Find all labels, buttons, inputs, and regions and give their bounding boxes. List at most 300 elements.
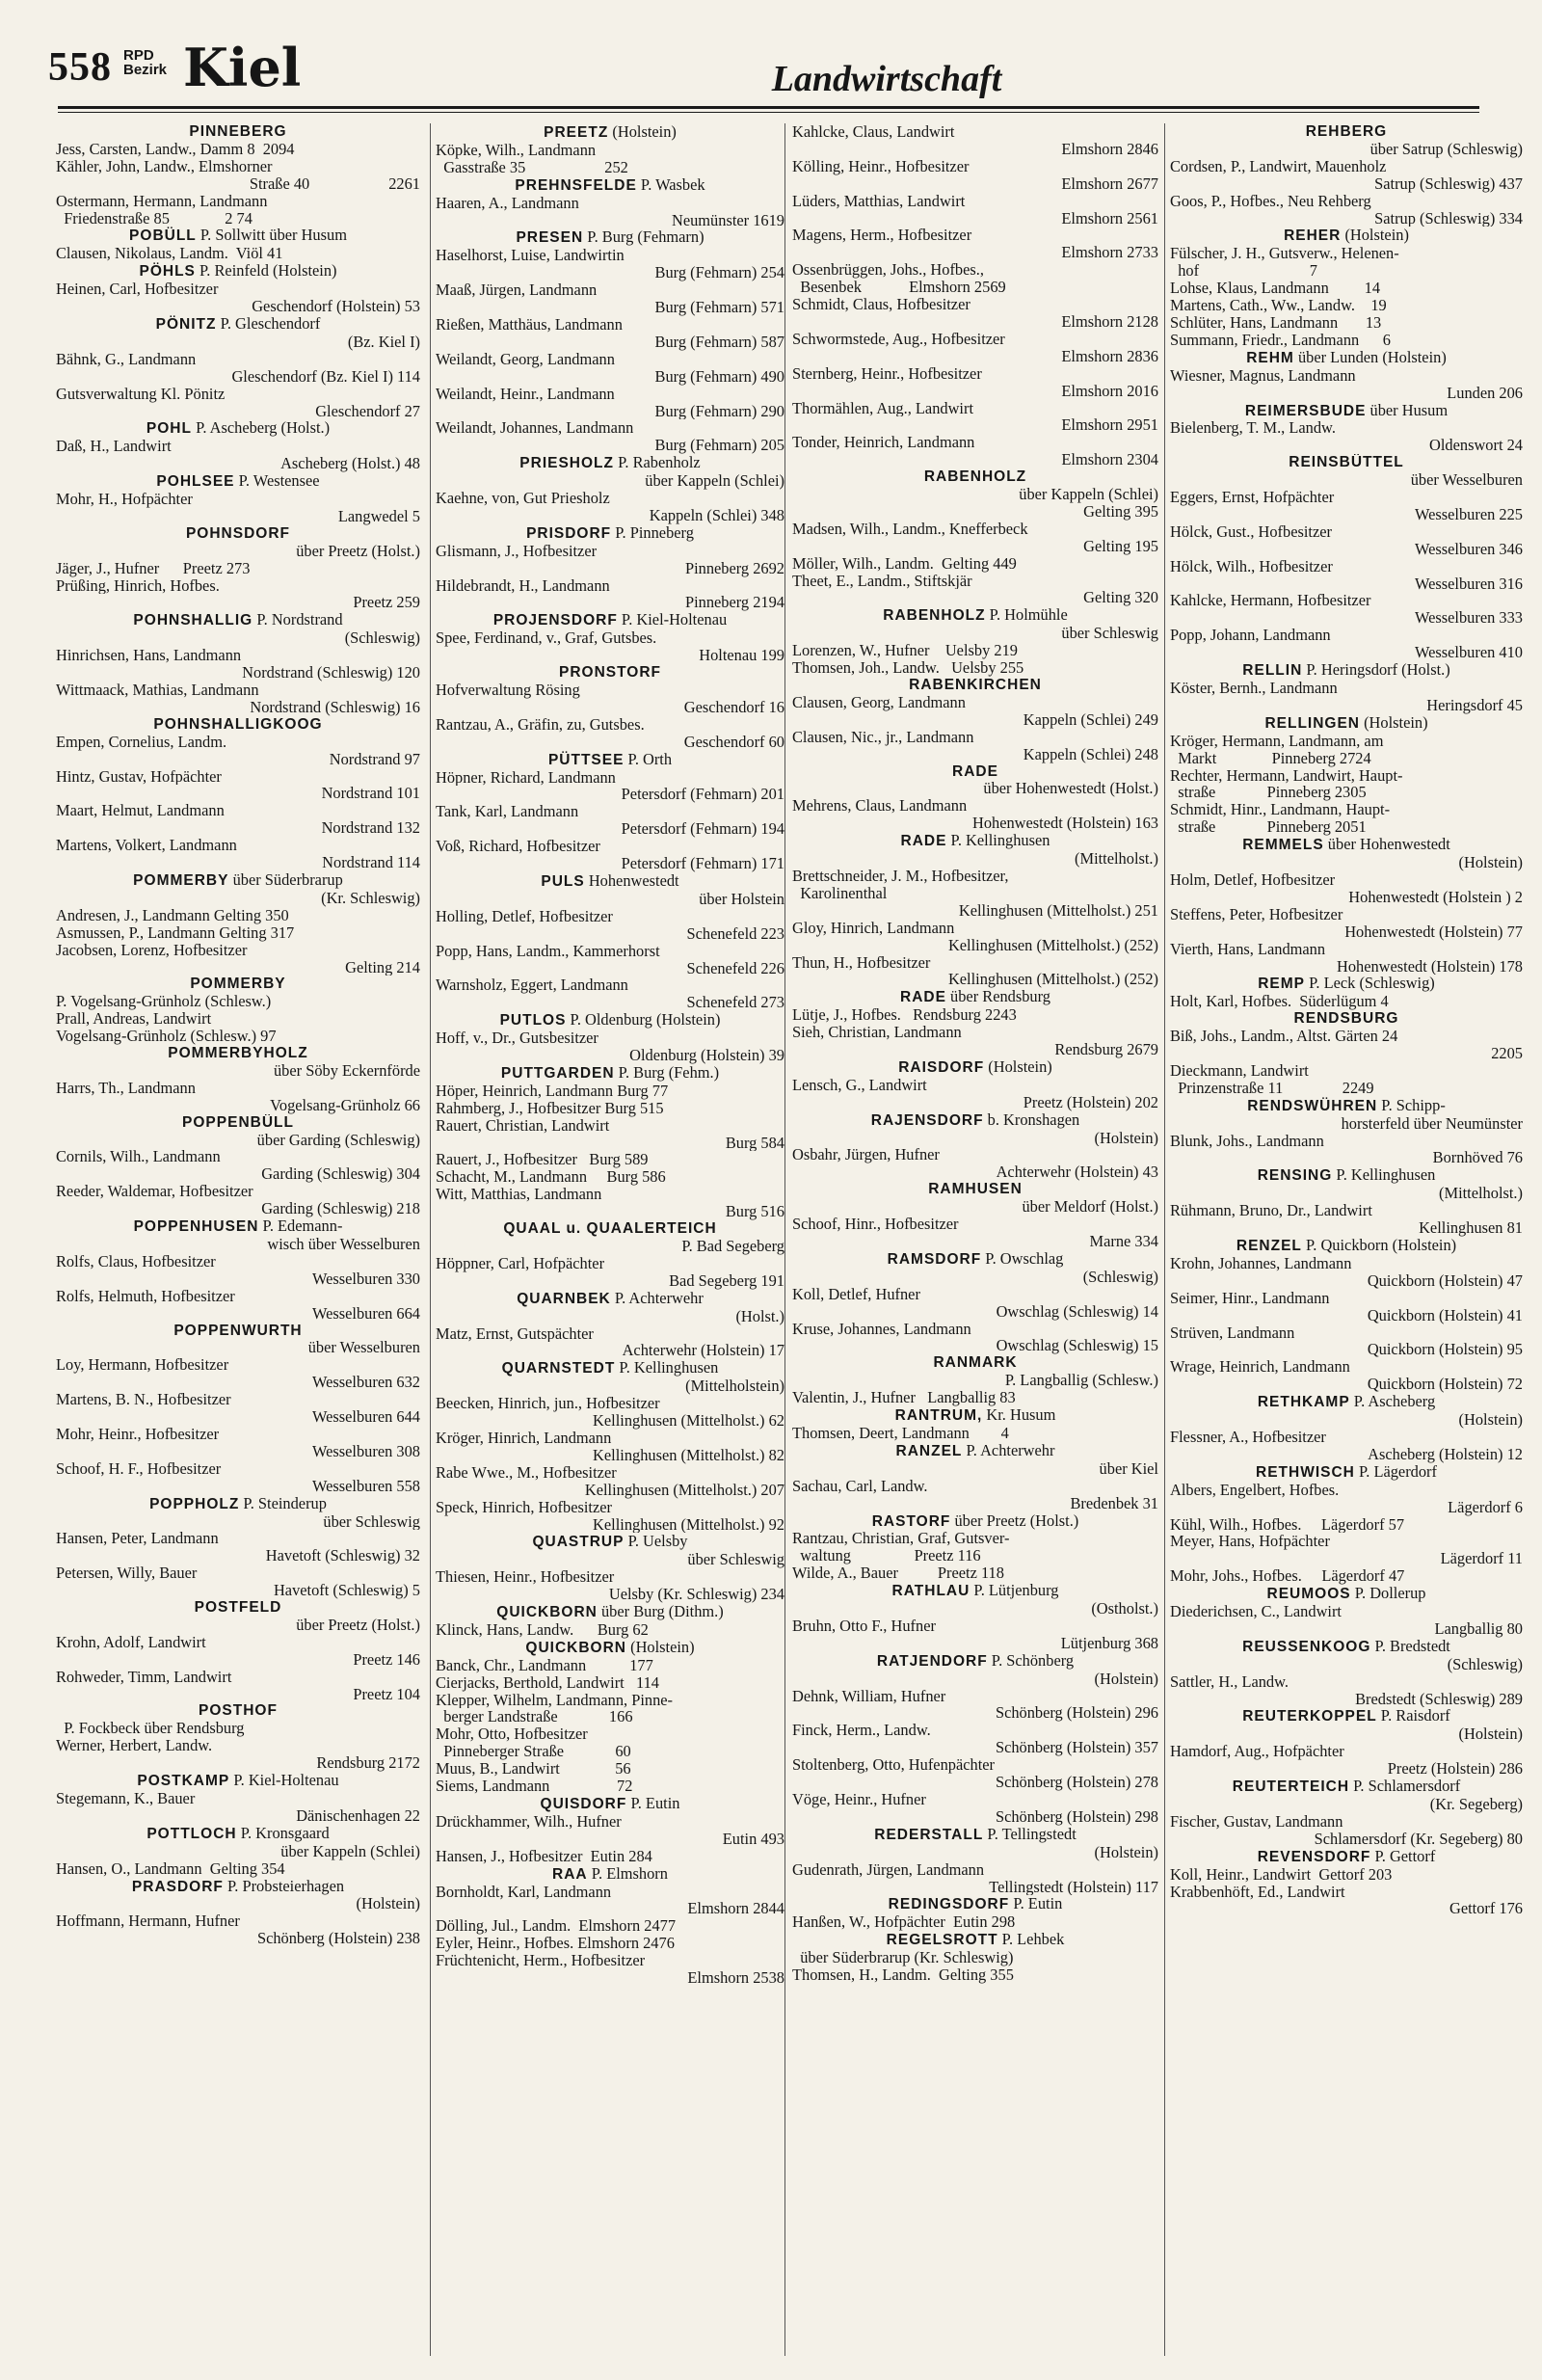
place-heading [56,315,420,334]
entry-line: Seimer, Hinr., Landmann [1170,1289,1330,1307]
entry-location-line: über Kappeln (Schlei) [645,472,784,491]
place-heading [436,1011,784,1030]
entry-location-line: P. Langballig (Schlesw.) [1004,1372,1158,1390]
entry-line: Hoffmann, Hermann, Hufner [56,1912,240,1931]
entry-line: Sattler, H., Landw. [1170,1672,1289,1691]
entry-location-line: Nordstrand 101 [321,785,420,803]
place-postal-info: P. Kronsgaard [236,1824,330,1842]
place-postal-info: P. Westensee [234,472,320,491]
entry-location-line: Kellinghusen (Mittelholst.) 207 [584,1481,784,1499]
entry-location-line: Elmshorn 2951 [1061,416,1158,435]
entry-location-line: Wesselburen 410 [1414,644,1523,662]
place-name: RAMHUSEN [928,1181,1023,1198]
place-name: POPPENBÜLL [182,1113,294,1131]
entry-line: Thiesen, Heinr., Hofbesitzer [436,1568,615,1587]
entry-location-line: Pinneberg 2194 [684,594,784,612]
place-name: REUMOOS [1266,1586,1351,1603]
place-heading [792,1931,1158,1949]
entry-line: Mohr, H., Hofpächter [56,491,193,508]
place-name: RAA [552,1865,588,1883]
place-name: RAISDORF [898,1058,985,1076]
entry-line: Voß, Richard, Hofbesitzer [436,838,600,856]
entry-location-line: Schönberg (Holstein) 357 [995,1739,1158,1757]
place-heading [56,1825,420,1843]
entry-line: Thormählen, Aug., Landwirt [792,399,973,417]
entry-line: Brettschneider, J. M., Hofbesitzer, [792,867,1009,885]
place-postal-info: P. Achterwehr [610,1289,704,1307]
entry-location-line: Gelting 395 [1083,502,1158,521]
place-heading [1170,1848,1523,1866]
entry-line: Warnsholz, Eggert, Landmann [436,976,628,995]
place-postal-info: (Holstein) [1341,227,1409,245]
place-heading [792,1250,1158,1269]
place-postal-info: P. Ascheberg [1349,1393,1436,1411]
entry-line: Bielenberg, T. M., Landw. [1170,419,1336,438]
place-heading [436,176,784,195]
entry-location-line: Lütjenburg 368 [1060,1634,1158,1652]
entry-location-line: Havetoft (Schleswig) 32 [265,1547,420,1565]
entry-location-line: (Mittelholst.) [1075,850,1158,868]
entry-location-line: Kellinghusen (Mittelholst.) 82 [593,1446,784,1464]
entry-line: Pinneberger Straße 60 [436,1743,631,1761]
entry-location-line: Quickborn (Holstein) 41 [1367,1306,1523,1324]
place-postal-info: P. Sollwitt über Husum [196,227,347,245]
place-postal-info: Hohenwestedt [584,871,679,890]
entry-location-line: Rendsburg 2679 [1054,1041,1158,1058]
entry-line: Eyler, Heinr., Hofbes. Elmshorn 2476 [436,1935,675,1953]
place-name: RABENHOLZ [923,468,1027,486]
place-heading [436,1865,784,1884]
entry-location-line: Marne 334 [1089,1233,1158,1250]
place-name: REHBERG [1305,123,1388,140]
place-heading [792,1406,1158,1425]
entry-line: Gasstraße 35 252 [436,158,628,176]
entry-location-line: Vogelsang-Grünholz 66 [270,1096,420,1114]
entry-location-line: Elmshorn 2304 [1061,451,1158,469]
place-heading [792,1111,1158,1130]
entry-line: Beecken, Hinrich, jun., Hofbesitzer [436,1395,660,1413]
entry-location-line: Schönberg (Holstein) 296 [995,1704,1158,1723]
place-postal-info: P. Lütjenburg [970,1582,1059,1600]
place-heading [1170,1166,1523,1185]
place-postal-info: P. Steinderup [239,1494,327,1512]
place-heading [792,1181,1158,1198]
place-heading [1170,1778,1523,1796]
entry-location-line: Burg (Fehmarn) 571 [654,299,784,316]
place-postal-info: P. Schlamersdorf [1349,1778,1461,1796]
entry-location-line: Elmshorn 2016 [1061,382,1158,400]
entry-location-line: über Satrup (Schleswig) [1369,140,1523,158]
entry-line: Martens, Cath., Ww., Landw. 19 [1170,297,1387,314]
entry-location-line: Bredstedt (Schleswig) 289 [1355,1690,1523,1708]
place-heading [56,716,420,734]
place-postal-info: P. Burg (Fehm.) [614,1063,720,1082]
entry-location-line: Burg (Fehmarn) 290 [654,402,784,420]
place-heading [56,419,420,438]
place-heading [1170,1707,1523,1725]
entry-location-line: Neumünster 1619 [672,211,784,229]
entry-location-line: Wesselburen 346 [1414,540,1523,558]
category-title-wrap [0,58,1542,100]
place-postal-info: P. Probsteierhagen [223,1877,345,1895]
entry-location-line: Geschendorf (Holstein) 53 [252,298,420,315]
entry-line: Rolfs, Helmuth, Hofbesitzer [56,1287,235,1305]
entry-line: Heinen, Carl, Hofbesitzer [56,281,219,299]
entry-location-line: Petersdorf (Fehmarn) 194 [621,820,784,839]
entry-line: Klepper, Wilhelm, Landmann, Pinne- [436,1691,674,1709]
place-heading [1170,661,1523,680]
place-postal-info: über Burg (Dithm.) [597,1603,724,1621]
entry-line: Schwormstede, Aug., Hofbesitzer [792,330,1005,348]
place-name: QUISDORF [540,1796,627,1812]
place-heading [1170,1393,1523,1411]
entry-line: Sachau, Carl, Landw. [792,1477,928,1495]
place-name: PÖNITZ [155,315,217,333]
entry-line: Weilandt, Georg, Landmann [436,350,615,368]
entry-location-line: Schenefeld 223 [686,924,784,943]
entry-location-line: Gelting 195 [1083,537,1158,555]
place-name: POTTLOCH [146,1825,237,1842]
entry-location-line: (Kr. Schleswig) [321,889,420,907]
entry-location-line: (Holstein) [1094,1670,1158,1688]
place-postal-info: (Holstein) [1360,713,1428,732]
place-heading [1170,227,1523,245]
entry-line: Kröger, Hinrich, Landmann [436,1429,612,1447]
place-heading [1170,1638,1523,1656]
place-postal-info: (Holstein) [984,1057,1052,1076]
entry-line: Magens, Herm., Hofbesitzer [792,227,972,245]
entry-location-line: (Bz. Kiel I) [347,333,420,351]
entry-location-line: Elmshorn 2677 [1061,174,1158,193]
place-name: RABENKIRCHEN [909,677,1042,693]
entry-line: P. Vogelsang-Grünholz (Schlesw.) [56,993,272,1011]
entry-line: Stoltenberg, Otto, Hufenpächter [792,1756,995,1775]
entry-location-line: Achterwehr (Holstein) 17 [622,1342,784,1360]
place-postal-info: über Rendsburg [945,988,1050,1006]
entry-line: Hansen, J., Hofbesitzer Eutin 284 [436,1847,652,1865]
entry-line: Osbahr, Jürgen, Hufner [792,1146,940,1164]
entry-location-line: (Kr. Segeberg) [1429,1796,1523,1813]
entry-line: Holm, Detlef, Hofbesitzer [1170,870,1336,889]
entry-line: Asmussen, P., Landmann Gelting 317 [56,923,295,942]
place-heading [56,525,420,543]
place-postal-info: P. Kiel-Holtenau [617,611,728,629]
entry-line: Sternberg, Heinr., Hofbesitzer [792,364,982,383]
place-name: QUASTRUP [532,1534,625,1551]
place-postal-info: P. Kellinghusen [615,1359,719,1377]
entry-line: Koll, Detlef, Hufner [792,1285,920,1303]
entry-line: Jess, Carsten, Landw., Damm 8 2094 [56,140,295,158]
place-postal-info: P. Tellingstedt [983,1825,1077,1843]
entry-location-line: Preetz (Holstein) 202 [1023,1093,1158,1111]
entry-line: Markt Pinneberg 2724 [1170,749,1371,767]
place-postal-info: P. Ascheberg (Holst.) [191,419,331,438]
entry-location-line: Wesselburen 644 [311,1408,420,1426]
entry-line: Höppner, Carl, Hofpächter [436,1254,605,1272]
entry-location-line: Tellingstedt (Holstein) 117 [989,1878,1158,1896]
entry-line: Sieh, Christian, Landmann [792,1024,962,1042]
place-name: RELLIN [1242,662,1303,680]
entry-location-line: Wesselburen 632 [311,1374,420,1392]
place-name: PUTTGARDEN [500,1064,615,1082]
place-postal-info: (Holstein) [608,123,677,141]
place-heading [792,1512,1158,1531]
place-name: POMMERBYHOLZ [168,1045,308,1062]
entry-line: Tonder, Heinrich, Landmann [792,434,975,452]
place-heading [792,606,1158,625]
place-name: QUAAL u. QUAALERTEICH [503,1220,717,1238]
entry-line: waltung Preetz 116 [792,1547,981,1565]
place-heading [56,976,420,993]
place-heading [1170,975,1523,993]
entry-line: Martens, B. N., Hofbesitzer [56,1391,231,1409]
entry-location-line: über Wesselburen [307,1339,420,1357]
place-heading [1170,349,1523,367]
entry-location-line: Wesselburen 308 [311,1442,420,1460]
entry-location-line: Lägerdorf 11 [1440,1550,1523,1568]
place-name: REDERSTALL [874,1826,984,1843]
entry-location-line: Achterwehr (Holstein) 43 [996,1163,1158,1182]
place-postal-info: P. Edemann- [258,1217,343,1236]
entry-location-line: Lunden 206 [1447,384,1523,402]
entry-line: Kühl, Wilh., Hofbes. Lägerdorf 57 [1170,1515,1405,1534]
entry-location-line: Wesselburen 330 [311,1270,420,1288]
entry-line: Rantzau, Christian, Graf, Gutsver- [792,1530,1010,1548]
entry-line: Rabe Wwe., M., Hofbesitzer [436,1463,617,1482]
entry-line: Friedenstraße 85 2 74 [56,209,253,227]
entry-line: Popp, Johann, Landmann [1170,627,1331,645]
place-name: RABENHOLZ [883,607,986,625]
entry-location-line: Heringsdorf 45 [1426,696,1523,714]
place-name: REIMERSBUDE [1244,402,1367,419]
column-divider [784,123,785,2356]
entry-location-line: Elmshorn 2846 [1061,140,1158,158]
entry-location-line: Kappeln (Schlei) 348 [649,506,784,524]
entry-line: Gutsverwaltung Kl. Pönitz [56,385,226,403]
entry-line: Banck, Chr., Landmann 177 [436,1656,653,1674]
entry-line: Muus, B., Landwirt 56 [436,1760,631,1778]
place-name: POMMERBY [190,976,286,993]
place-postal-info: P. Rabenholz [614,454,701,472]
entry-location-line: Holtenau 199 [699,647,784,665]
place-heading [792,1895,1158,1913]
entry-location-line: Garding (Schleswig) 218 [261,1200,420,1218]
entry-line: Thomsen, H., Landm. Gelting 355 [792,1966,1014,1984]
place-name: PREHNSFELDE [515,176,637,194]
entry-line: hof 7 [1170,262,1317,281]
entry-location-line: Gelting 214 [345,958,420,976]
place-name: REVENSDORF [1257,1848,1371,1865]
entry-line: Rantzau, A., Gräfin, zu, Gutsbes. [436,715,645,734]
entry-line: Köpke, Wilh., Landmann [436,141,597,159]
rpd-bottom: Bezirk [123,62,168,78]
entry-location-line: Gelting 320 [1083,589,1158,607]
place-heading [56,1114,420,1132]
entry-line: Valentin, J., Hufner Langballig 83 [792,1389,1016,1407]
entry-line: Clausen, Nic., jr., Landmann [792,728,974,746]
entry-location-line: Satrup (Schleswig) 437 [1374,174,1523,193]
place-postal-info: P. Eutin [1009,1895,1063,1913]
entry-line: Früchtenicht, Herm., Hofbesitzer [436,1952,646,1970]
place-name: POHL [146,420,192,438]
entry-line: Wittmaack, Mathias, Landmann [56,682,259,699]
entry-line: Empen, Cornelius, Landm. [56,733,227,751]
entry-location-line: Burg (Fehmarn) 490 [654,367,784,386]
place-postal-info: (Holstein) [626,1638,695,1656]
entry-line: Kölling, Heinr., Hofbesitzer [792,157,970,175]
entry-line: Holling, Detlef, Hofbesitzer [436,907,613,925]
place-heading [56,262,420,281]
entry-line: Klinck, Hans, Landw. Burg 62 [436,1620,649,1639]
entry-line: Maaß, Jürgen, Landmann [436,281,598,300]
entry-location-line: (Mittelholst.) [1439,1185,1523,1203]
place-postal-info: P. Heringsdorf (Holst.) [1302,661,1450,680]
place-heading [1170,1463,1523,1482]
column-4 [1170,123,1523,1917]
entry-line: straße Pinneberg 2305 [1170,784,1367,802]
place-name: PÜTTSEE [547,751,625,768]
place-heading [56,1217,420,1236]
entry-location-line: Gleschendorf 27 [315,402,420,420]
column-1 [56,123,420,1947]
entry-line: Rühmann, Bruno, Dr., Landwirt [1170,1202,1372,1220]
place-postal-info: P. Uelsby [624,1533,688,1551]
column-divider [1164,123,1165,2356]
entry-location-line: Wesselburen 558 [311,1477,420,1495]
entry-line: Kaehne, von, Gut Priesholz [436,490,610,507]
entry-line: Eggers, Ernst, Hofpächter [1170,489,1335,506]
entry-line: Dieckmann, Landwirt [1170,1061,1309,1080]
entry-location-line: Hohenwestedt (Holstein) 178 [1336,957,1523,976]
entry-line: Prinzenstraße 11 2249 [1170,1079,1374,1097]
place-heading [792,1652,1158,1671]
place-heading [56,1045,420,1062]
entry-line: Strüven, Landmann [1170,1324,1295,1342]
place-heading [436,1603,784,1621]
place-postal-info: P. Lehbek [997,1931,1065,1949]
entry-line: Hamdorf, Aug., Hofpächter [1170,1743,1344,1761]
place-name: POPPENHUSEN [133,1218,259,1236]
place-postal-info: P. Eutin [626,1795,680,1812]
entry-line: Wilde, A., Bauer Preetz 118 [792,1564,1004,1583]
place-name: POHLSEE [156,473,235,491]
place-heading [436,751,784,769]
entry-location-line: Kellinghusen (Mittelholst.) 62 [593,1412,784,1430]
entry-line: Drückhammer, Wilh., Hufner [436,1812,622,1831]
entry-line: Krabbenhöft, Ed., Landwirt [1170,1883,1345,1901]
place-postal-info: P. Burg (Fehmarn) [583,228,705,247]
entry-location-line: wisch über Wesselburen [267,1236,420,1253]
entry-location-line: (Holstein) [1458,854,1523,871]
place-postal-info: P. Pinneberg [611,523,694,542]
place-heading [792,832,1158,850]
place-heading [436,1359,784,1377]
place-name: REGELSROTT [886,1932,998,1949]
entry-location-line: über Garding (Schleswig) [256,1131,420,1149]
entry-location-line: (Holstein) [356,1895,420,1913]
entry-line: Petersen, Willy, Bauer [56,1564,198,1583]
place-heading [436,872,784,891]
entry-location-line: Nordstrand 97 [329,750,420,768]
entry-location-line: (Holstein) [1094,1843,1158,1861]
place-heading [792,1582,1158,1600]
entry-line: Goos, P., Hofbes., Neu Rehberg [1170,192,1371,210]
place-name: POHNSHALLIGKOOG [153,715,323,733]
entry-location-line: Langwedel 5 [337,507,420,525]
place-postal-info: P. Kellinghusen [1332,1166,1436,1185]
entry-location-line: Elmshorn 2128 [1061,312,1158,331]
entry-line: straße Pinneberg 2051 [1170,818,1367,837]
entry-line: Mohr, Heinr., Hofbesitzer [56,1425,220,1443]
entry-location-line: Quickborn (Holstein) 95 [1367,1341,1523,1359]
place-postal-info: P. Holmühle [985,606,1068,625]
category-title: Landwirtschaft [771,59,1002,99]
entry-location-line: Nordstrand (Schleswig) 16 [250,698,420,716]
place-postal-info: P. Dollerup [1350,1585,1426,1603]
header-rule-thick [58,106,1479,109]
entry-line: Mohr, Otto, Hofbesitzer [436,1725,588,1744]
entry-location-line: über Schleswig [687,1551,784,1569]
entry-line: Rolfs, Claus, Hofbesitzer [56,1252,216,1270]
entry-location-line: Eutin 493 [722,1830,784,1848]
entry-line: Schmidt, Hinr., Landmann, Haupt- [1170,801,1391,819]
entry-location-line: Gleschendorf (Bz. Kiel I) 114 [231,367,420,386]
place-name: REINSBÜTTEL [1289,454,1404,471]
entry-location-line: Schenefeld 226 [686,959,784,977]
entry-line: Wiesner, Magnus, Landmann [1170,366,1356,385]
entry-line: Glismann, J., Hofbesitzer [436,542,598,560]
entry-line: Hofverwaltung Rösing [436,682,580,699]
entry-line: Kröger, Hermann, Landmann, am [1170,732,1384,750]
place-name: REMMELS [1242,837,1324,854]
place-name: RAMSDORF [887,1250,982,1268]
column-3 [792,123,1158,1984]
place-name: RETHKAMP [1257,1394,1350,1411]
place-name: REUSSENKOOG [1242,1638,1371,1655]
place-heading [792,1442,1158,1460]
place-name: PRONSTORF [558,664,662,682]
entry-line: Lütje, J., Hofbes. Rendsburg 2243 [792,1006,1017,1025]
entry-location-line: über Schleswig [323,1512,420,1531]
place-heading [792,763,1158,781]
place-name: RAJENSDORF [870,1111,984,1129]
entry-location-line: Quickborn (Holstein) 47 [1367,1271,1523,1290]
place-postal-info: P. Orth [624,750,673,768]
place-heading [436,1795,784,1813]
place-postal-info: P. Achterwehr [962,1441,1055,1459]
place-postal-info: P. Leck (Schleswig) [1305,975,1435,993]
entry-line: Rießen, Matthäus, Landmann [436,315,623,334]
entry-line: Höper, Heinrich, Landmann Burg 77 [436,1082,669,1100]
entry-location-line: Petersdorf (Fehmarn) 171 [621,855,784,872]
place-name: POHNSDORF [185,524,291,542]
entry-line: Hintz, Gustav, Hofpächter [56,767,222,786]
place-heading [1170,123,1523,141]
place-heading [436,524,784,543]
entry-location-line: (Schleswig) [344,629,420,648]
entry-location-line: P. Bad Segeberg [681,1238,784,1255]
entry-line: Holt, Karl, Hofbes. Süderlügum 4 [1170,993,1389,1011]
place-name: POPPENWURTH [173,1322,303,1339]
entry-location-line: Nordstrand 114 [322,854,420,871]
place-name: RELLINGEN [1264,714,1360,732]
entry-line: Weilandt, Heinr., Landmann [436,385,615,403]
entry-location-line: Straße 40 2261 [249,174,420,193]
entry-line: Mehrens, Claus, Landmann [792,797,968,816]
place-postal-info: P. Schönberg [987,1651,1075,1670]
place-heading [56,1772,420,1790]
entry-line: Schacht, M., Landmann Burg 586 [436,1168,666,1187]
